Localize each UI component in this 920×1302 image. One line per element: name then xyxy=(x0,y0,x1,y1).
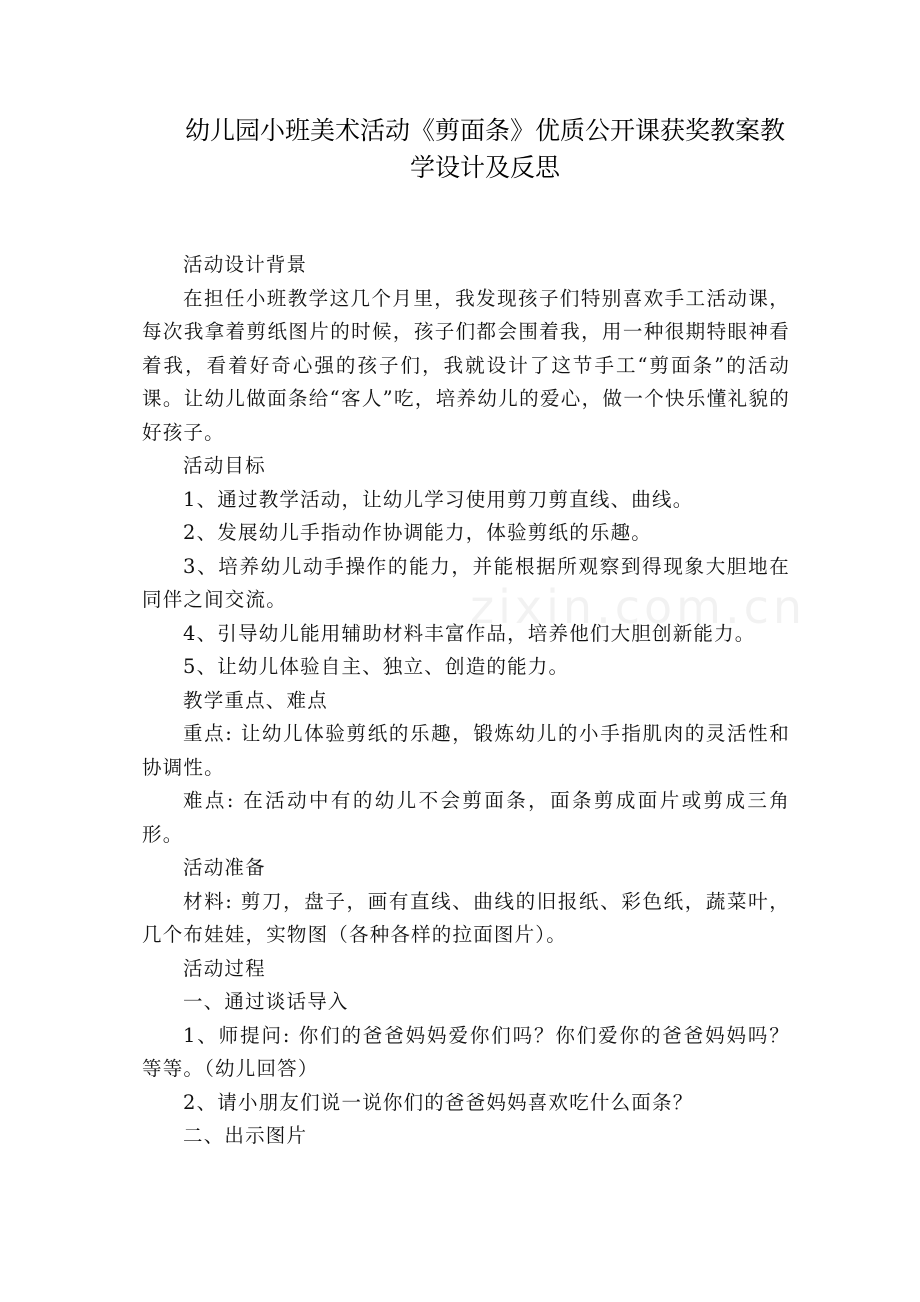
goal-item-2: 2、发展幼儿手指动作协调能力，体验剪纸的乐趣。 xyxy=(183,521,653,544)
section-heading-goals: 活动目标 xyxy=(183,454,266,477)
goal-item-3: 3、培养幼儿动手操作的能力，并能根据所观察到得现象大胆地在同伴之间交流。 xyxy=(142,554,790,611)
document-body xyxy=(142,248,790,1153)
section-heading-preparation: 活动准备 xyxy=(183,856,266,879)
process-step-2: 二、出示图片 xyxy=(183,1124,308,1147)
materials-paragraph: 材料: 剪刀，盘子，画有直线、曲线的旧报纸、彩色纸，蔬菜叶，几个布娃娃，实物图（各种各样的拉面图片）。 xyxy=(142,889,790,946)
process-step-1: 一、通过谈话导入 xyxy=(183,990,349,1013)
section-heading-background: 活动设计背景 xyxy=(183,253,308,276)
title-line-1: 幼儿园小班美术活动《剪面条》优质公开课获奖教案教 xyxy=(184,116,785,145)
section-heading-key-points: 教学重点、难点 xyxy=(183,688,328,712)
document-title xyxy=(150,112,820,186)
paragraph-background: 在担任小班教学这几个月里，我发现孩子们特别喜欢手工活动课，每次我拿着剪纸图片的时候，孩子们都会围着我，用一种很期特眼神看着我，看着好奇心强的孩子们，我就设计了这节手工“剪面条”的活动课。让幼儿做面条给“客人”吃，培养幼儿的爱心，做一个快乐懂礼貌的好孩子。 xyxy=(142,286,790,444)
goal-item-4: 4、引导幼儿能用辅助材料丰富作品，培养他们大胆创新能力。 xyxy=(183,621,756,645)
key-point: 重点: 让幼儿体验剪纸的乐趣，锻炼幼儿的小手指肌肉的灵活性和协调性。 xyxy=(142,722,790,779)
goal-item-5: 5、让幼儿体验自主、独立、创造的能力。 xyxy=(183,655,570,678)
title-line-2: 学设计及反思 xyxy=(409,153,560,182)
process-item-1: 1、师提问: 你们的爸爸妈妈爱你们吗？你们爱你的爸爸妈妈吗？等等。（幼儿回答） xyxy=(142,1023,790,1080)
goal-item-1: 1、通过教学活动，让幼儿学习使用剪刀剪直线、曲线。 xyxy=(183,487,694,511)
difficult-point: 难点: 在活动中有的幼儿不会剪面条，面条剪成面片或剪成三角形。 xyxy=(142,789,790,846)
process-item-2: 2、请小朋友们说一说你们的爸爸妈妈喜欢吃什么面条？ xyxy=(183,1090,694,1114)
watermark: zixin.com.cn xyxy=(470,580,807,634)
section-heading-process: 活动过程 xyxy=(183,956,266,980)
